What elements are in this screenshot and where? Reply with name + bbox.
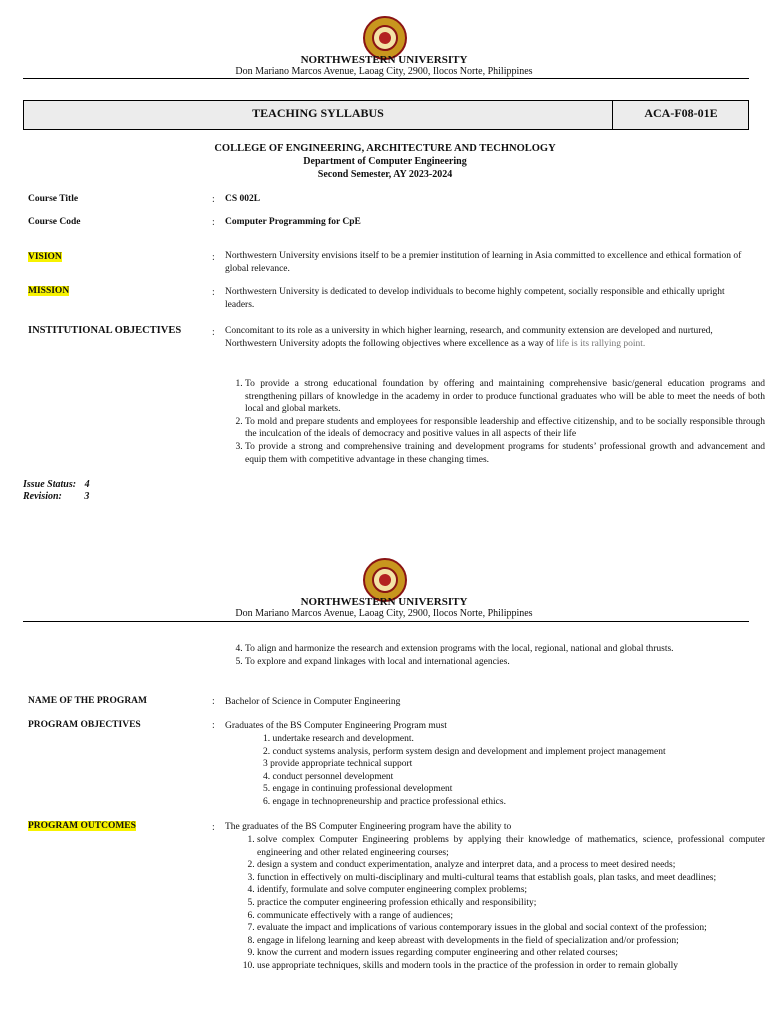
header-divider bbox=[23, 621, 749, 622]
list-item: 10. use appropriate techniques, skills and modern tools in the practice of the profession in order to remain globally bbox=[257, 960, 765, 973]
program-objectives-intro: Graduates of the BS Computer Engineering Program must bbox=[225, 721, 447, 731]
institutional-objectives-list bbox=[223, 378, 765, 466]
colon: : bbox=[212, 252, 215, 263]
issue-status-label: Issue Status: bbox=[23, 479, 77, 490]
list-item: 6. communicate effectively with a range of audiences; bbox=[257, 910, 765, 923]
program-name-label: NAME OF THE PROGRAM bbox=[28, 696, 148, 706]
vision-text: Northwestern University envisions itself to be a premier institution of learning in Asia committed to excellence and ethical formation of global relevance. bbox=[225, 251, 742, 274]
list-item: 2. conduct systems analysis, perform system design and development and implement project management bbox=[263, 746, 666, 757]
list-item: 4. identify, formulate and solve computer engineering complex problems; bbox=[257, 884, 765, 897]
college-name: COLLEGE OF ENGINEERING, ARCHITECTURE AND TECHNOLOGY bbox=[214, 143, 556, 154]
list-item: 2. To mold and prepare students and employees for responsible leadership and effective citizenship, and to be socially responsible through the inculcation of the ideals of democracy and positive values in all aspects of their life bbox=[245, 416, 765, 441]
course-title-value: CS 002L bbox=[225, 194, 261, 204]
issue-status-value: 4 bbox=[84, 479, 90, 490]
semester: Second Semester, AY 2023-2024 bbox=[317, 169, 453, 180]
list-item: 1. To provide a strong educational foundation by offering and maintaining comprehensive basic/general education programs and strengthening pillars of knowledge in the academy in order to produce functional graduates who will be able to meet the needs of both local and global markets. bbox=[245, 378, 765, 416]
mission-label: MISSION bbox=[28, 286, 70, 296]
revision-label: Revision: bbox=[23, 491, 62, 502]
list-item: 4. To align and harmonize the research and extension programs with the local, regional, national and global thrusts. bbox=[245, 643, 765, 656]
colon: : bbox=[212, 217, 215, 228]
university-address: Don Mariano Marcos Avenue, Laoag City, 2900, Ilocos Norte, Philippines bbox=[235, 66, 533, 77]
syllabus-title-box bbox=[23, 100, 749, 130]
header-divider bbox=[23, 78, 749, 79]
program-outcomes-intro: The graduates of the BS Computer Engineering program have the ability to bbox=[225, 822, 512, 832]
list-item: 3 provide appropriate technical support bbox=[263, 759, 413, 769]
university-address: Don Mariano Marcos Avenue, Laoag City, 2900, Ilocos Norte, Philippines bbox=[235, 608, 533, 619]
department-name: Department of Computer Engineering bbox=[303, 156, 467, 167]
form-code: ACA-F08-01E bbox=[644, 106, 718, 120]
list-item: 4. conduct personnel development bbox=[263, 771, 394, 782]
institutional-objectives-intro bbox=[225, 325, 745, 350]
course-title-label: Course Title bbox=[28, 194, 79, 204]
list-item: 7. evaluate the impact and implications of various contemporary issues in the global and social context of the profession; bbox=[257, 922, 765, 935]
colon: : bbox=[212, 327, 215, 338]
list-item: 2. design a system and conduct experimentation, analyze and interpret data, and a process to meet desired needs; bbox=[257, 859, 765, 872]
list-item: 3. To provide a strong and comprehensive training and development programs for students’ professional growth and advancement and equip them with competitive advantage in these changing times. bbox=[245, 441, 765, 466]
list-item: 5. To explore and expand linkages with local and international agencies. bbox=[245, 656, 765, 669]
list-item: 9. know the current and modern issues regarding computer engineering and other related courses; bbox=[257, 947, 765, 960]
colon: : bbox=[212, 696, 215, 707]
university-name: NORTHWESTERN UNIVERSITY bbox=[300, 596, 468, 608]
colon: : bbox=[212, 822, 215, 833]
list-item: 5. engage in continuing professional development bbox=[263, 784, 453, 794]
program-name-value: Bachelor of Science in Computer Engineering bbox=[225, 697, 401, 707]
course-code-label: Course Code bbox=[28, 217, 81, 227]
institutional-objectives-list-continued bbox=[223, 643, 765, 668]
list-item: 6. engage in technopreneurship and practice professional ethics. bbox=[263, 796, 506, 807]
list-item: 1. undertake research and development. bbox=[263, 734, 414, 744]
colon: : bbox=[212, 287, 215, 298]
program-outcomes-label: PROGRAM OUTCOMES bbox=[28, 821, 136, 831]
program-objectives-label: PROGRAM OBJECTIVES bbox=[28, 720, 141, 730]
revision-value: 3 bbox=[84, 491, 90, 502]
mission-text: Northwestern University is dedicated to develop individuals to become highly competent, socially responsible and ethically upright leaders. bbox=[225, 287, 725, 310]
intro-text: Concomitant to its role as a university in which higher learning, research, and community extension are developed and nurtured, Northwestern University adopts the following objectives where excellence as a way of bbox=[225, 326, 713, 349]
colon: : bbox=[212, 194, 215, 205]
syllabus-title: TEACHING SYLLABUS bbox=[252, 106, 384, 120]
issue-status bbox=[23, 479, 90, 490]
course-code-value: Computer Programming for CpE bbox=[225, 217, 361, 227]
institutional-objectives-label: INSTITUTIONAL OBJECTIVES bbox=[28, 325, 182, 336]
vision-label: VISION bbox=[28, 252, 62, 262]
program-objectives-list bbox=[263, 733, 743, 808]
revision bbox=[23, 491, 89, 502]
list-item: 8. engage in lifelong learning and keep abreast with developments in the field of specialization and/or profession; bbox=[257, 935, 765, 948]
list-item: 5. practice the computer engineering profession ethically and responsibility; bbox=[257, 897, 765, 910]
program-outcomes-list bbox=[235, 834, 765, 973]
university-name: NORTHWESTERN UNIVERSITY bbox=[300, 54, 468, 66]
intro-text-grey: life is its rallying point. bbox=[556, 338, 646, 349]
list-item: 1. solve complex Computer Engineering problems by applying their knowledge of mathematics, science, professional computer engineering and other related engineering courses; bbox=[257, 834, 765, 859]
list-item: 3. function in effectively on multi-disciplinary and multi-cultural teams that establish goals, plan tasks, and meet deadlines; bbox=[257, 872, 765, 885]
colon: : bbox=[212, 720, 215, 731]
